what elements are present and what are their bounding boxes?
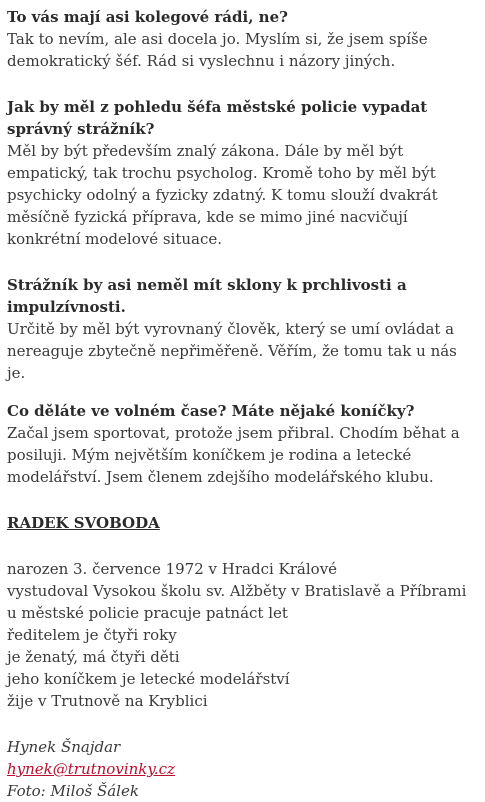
profile-box	[7, 512, 478, 712]
profile-line: je ženatý, má čtyři děti	[7, 648, 180, 666]
answer-3: Určitě by měl být vyrovnaný člověk, který se umí ovládat a nereaguje zbytečně nepřiměřeně. Věřím, že tomu tak u nás je.	[7, 320, 457, 382]
profile-line: vystudoval Vysokou školu sv. Alžběty v Bratislavě a Příbrami	[7, 582, 467, 600]
answer-4: Začal jsem sportovat, protože jsem přibral. Chodím běhat a posiluji. Mým největším koníčkem je rodina a letecké modelářství. Jsem členem zdejšího modelářského klubu.	[7, 424, 460, 486]
qa-block-3	[7, 274, 478, 384]
answer-2: Měl by být především znalý zákona. Dále by měl být empatický, tak trochu psycholog. Kromě toho by měl být psychicky odolný a fyzicky zdatný. K tomu slouží dvakrát měsíčně fyzická příprava, kde se mimo jiné nacvičují konkrétní modelové situace.	[7, 142, 438, 248]
qa-block-4	[7, 400, 478, 488]
profile-line: žije v Trutnově na Kryblici	[7, 692, 208, 710]
question-3: Strážník by asi neměl mít sklony k prchlivosti a impulzívnosti.	[7, 276, 407, 316]
photo-credit: Foto: Miloš Šálek	[7, 782, 139, 800]
question-4: Co děláte ve volném čase? Máte nějaké koníčky?	[7, 402, 415, 420]
qa-block-2	[7, 96, 478, 250]
author-email-line	[7, 758, 478, 780]
author-name: Hynek Šnajdar	[7, 738, 121, 756]
profile-line: jeho koníčkem je letecké modelářství	[7, 670, 290, 688]
author-email-link[interactable]: hynek@trutnovinky.cz	[7, 760, 175, 778]
profile-line: narozen 3. července 1972 v Hradci Králové	[7, 560, 338, 578]
question-2: Jak by měl z pohledu šéfa městské policie vypadat správný strážník?	[7, 98, 428, 138]
answer-1: Tak to nevím, ale asi docela jo. Myslím si, že jsem spíše demokratický šéf. Rád si vyslechnu i názory jiných.	[7, 30, 428, 70]
qa-block-1	[7, 6, 478, 72]
question-1: To vás mají asi kolegové rádi, ne?	[7, 8, 288, 26]
profile-name: RADEK SVOBODA	[7, 514, 160, 532]
profile-line: u městské policie pracuje patnáct let	[7, 604, 288, 622]
profile-line: ředitelem je čtyři roky	[7, 626, 177, 644]
article-signature	[7, 736, 478, 802]
